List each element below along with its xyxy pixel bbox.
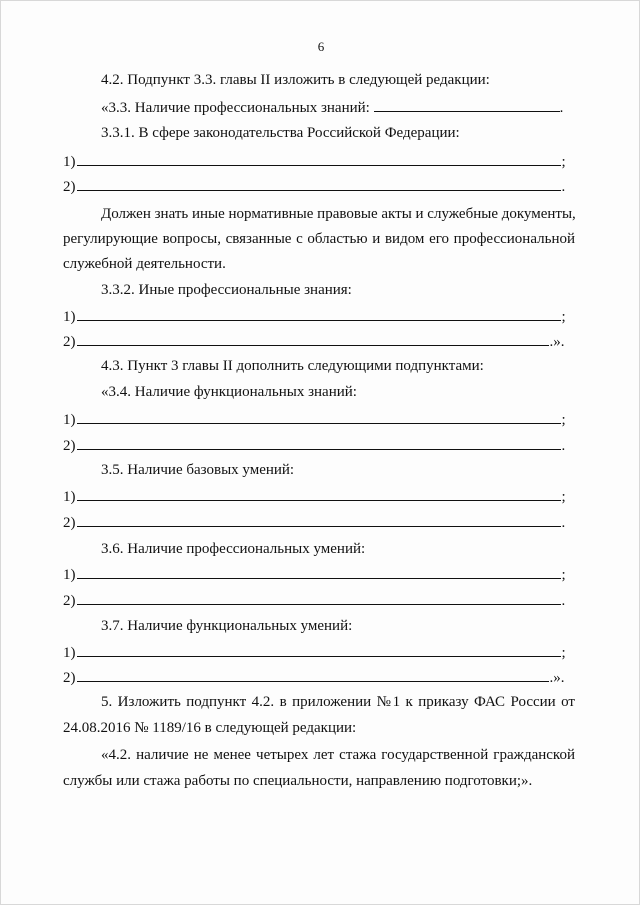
fill-row — [63, 152, 566, 171]
blank-line — [77, 487, 561, 501]
blank-line — [77, 565, 561, 579]
blank-line — [77, 513, 561, 527]
heading-3-3 — [101, 98, 563, 117]
item-end: . — [561, 438, 566, 454]
blank-line — [77, 436, 561, 450]
blank-line — [374, 98, 560, 112]
item-end: ; — [561, 412, 566, 428]
fill-row — [63, 643, 566, 662]
blank-line — [77, 668, 549, 682]
blank-line — [77, 332, 549, 346]
item-end: . — [561, 515, 566, 531]
paragraph-line: 5. Изложить подпункт 4.2. в приложении №1 к приказу ФАС России от — [101, 694, 575, 710]
fill-row — [63, 332, 565, 351]
heading-3-7: 3.7. Наличие функциональных умений: — [101, 618, 353, 634]
fill-row — [63, 591, 565, 610]
item-number: 1) — [63, 412, 76, 428]
page-number: 6 — [317, 39, 325, 54]
heading-3-3-text: «3.3. Наличие профессиональных знаний: — [101, 100, 370, 116]
item-number: 2) — [63, 515, 76, 531]
item-end: ; — [561, 489, 566, 505]
item-number: 2) — [63, 593, 76, 609]
paragraph-4-2: 4.2. Подпункт 3.3. главы II изложить в следующей редакции: — [101, 72, 490, 88]
item-number: 2) — [63, 334, 76, 350]
blank-line — [77, 152, 561, 166]
heading-3-5: 3.5. Наличие базовых умений: — [101, 462, 295, 478]
paragraph-line: Должен знать иные нормативные правовые акты и служебные документы, — [101, 206, 576, 222]
item-end: . — [561, 593, 566, 609]
item-end: ; — [561, 309, 566, 325]
heading-3-3-2: 3.3.2. Иные профессиональные знания: — [101, 282, 352, 298]
item-end: ; — [561, 567, 566, 583]
item-number: 1) — [63, 309, 76, 325]
fill-row — [63, 487, 566, 506]
fill-row — [63, 410, 566, 429]
fill-row — [63, 436, 565, 455]
item-end: ; — [561, 645, 566, 661]
paragraph-line: службы или стажа работы по специальности, направлению подготовки;». — [63, 773, 533, 789]
fill-row — [63, 513, 565, 532]
fill-row — [63, 565, 566, 584]
fill-row — [63, 668, 565, 687]
paragraph-line: «4.2. наличие не менее четырех лет стажа государственной гражданской — [101, 747, 575, 763]
blank-line — [77, 177, 561, 191]
item-number: 1) — [63, 154, 76, 170]
blank-line — [77, 410, 561, 424]
blank-line — [77, 643, 561, 657]
heading-3-3-1: 3.3.1. В сфере законодательства Российской Федерации: — [101, 125, 460, 141]
item-end: ; — [561, 154, 566, 170]
paragraph-line: регулирующие вопросы, связанные с областью и видом его профессиональной — [63, 231, 575, 247]
item-end: .». — [549, 670, 565, 686]
item-number: 1) — [63, 567, 76, 583]
fill-row — [63, 177, 565, 196]
item-number: 2) — [63, 670, 76, 686]
paragraph-line: 24.08.2016 № 1189/16 в следующей редакции: — [63, 720, 357, 736]
heading-3-6: 3.6. Наличие профессиональных умений: — [101, 541, 366, 557]
item-number: 2) — [63, 179, 76, 195]
item-number: 2) — [63, 438, 76, 454]
item-end: .». — [549, 334, 565, 350]
item-number: 1) — [63, 645, 76, 661]
blank-line — [77, 591, 561, 605]
fill-row — [63, 307, 566, 326]
item-end: . — [561, 179, 566, 195]
blank-line — [77, 307, 561, 321]
heading-3-3-end: . — [559, 100, 564, 116]
item-number: 1) — [63, 489, 76, 505]
paragraph-line: служебной деятельности. — [63, 256, 226, 272]
heading-3-4: «3.4. Наличие функциональных знаний: — [101, 384, 357, 400]
paragraph-4-3: 4.3. Пункт 3 главы II дополнить следующими подпунктами: — [101, 358, 484, 374]
